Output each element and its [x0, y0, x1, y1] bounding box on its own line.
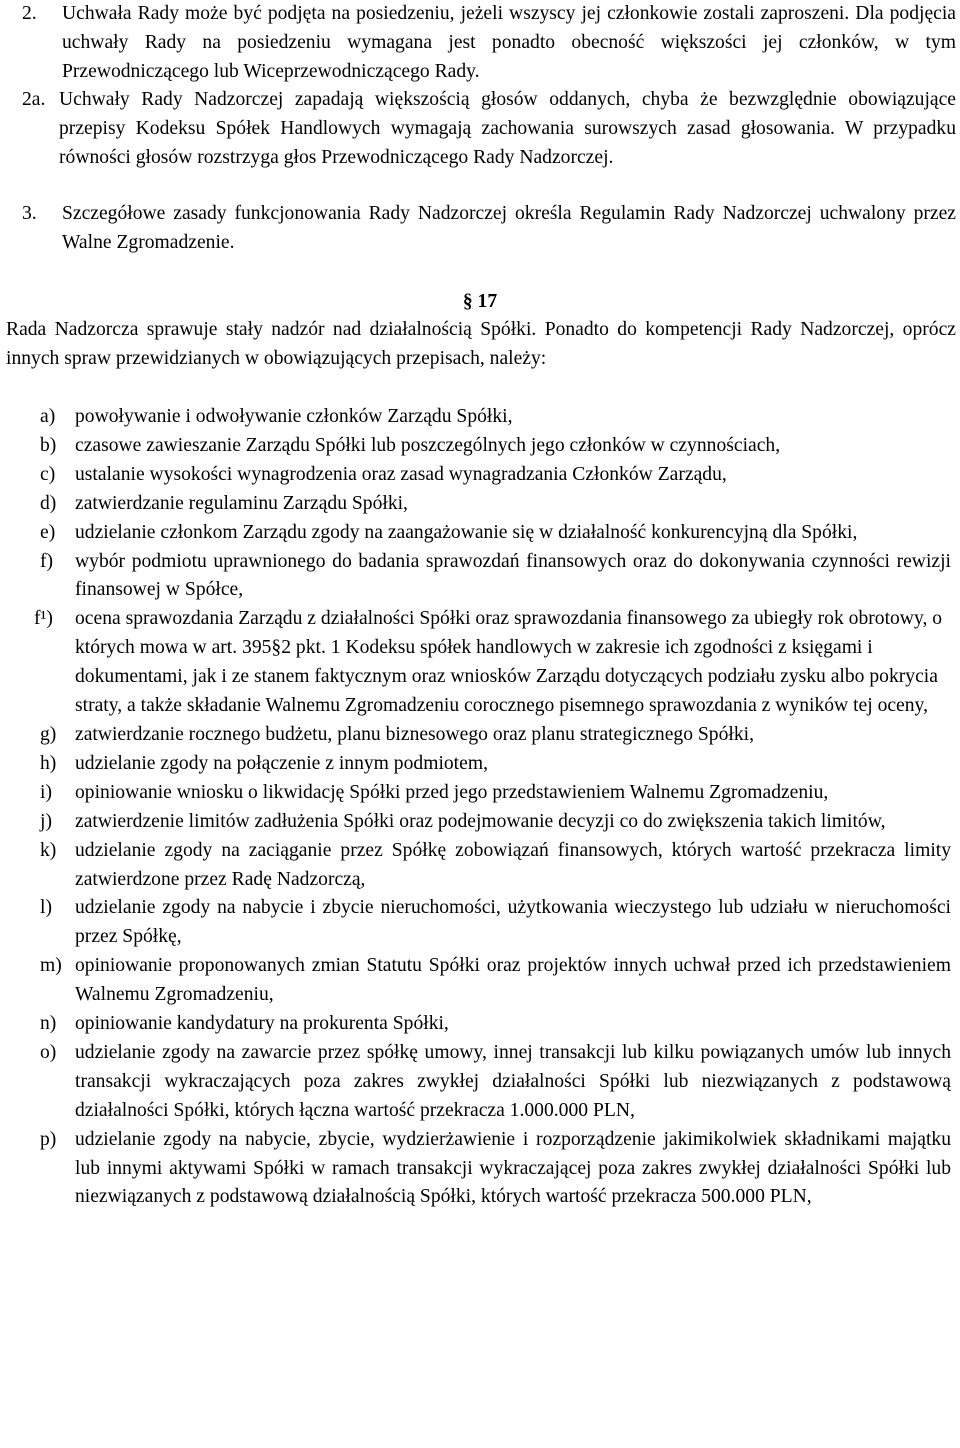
list-item-label: b) — [40, 434, 57, 456]
paragraph-2a — [22, 86, 956, 173]
list-item-label: i) — [40, 781, 52, 803]
list-item-text: opiniowanie kandydatury na prokurenta Spółki, — [75, 1013, 449, 1035]
list-item — [0, 837, 960, 895]
paragraph-2 — [22, 0, 956, 87]
paragraph-number: 2. — [22, 3, 37, 24]
list-item-text: udzielanie zgody na nabycie i zbycie nieruchomości, użytkowania wieczystego lub udziału w nieruchomości przez Spółkę, — [75, 897, 951, 948]
list-item — [0, 1039, 960, 1126]
list-item-text: udzielanie członkom Zarządu zgody na zaangażowanie się w działalność konkurencyjną dla Spółki, — [75, 521, 858, 543]
list-item-label: g) — [40, 723, 57, 745]
list-item — [0, 519, 960, 548]
list-item-text: opiniowanie proponowanych zmian Statutu Spółki oraz projektów innych uchwał przed ich przedstawieniem Walnemu Zgromadzeniu, — [75, 955, 951, 1006]
paragraph-number: 2a. — [22, 89, 46, 110]
list-item-text: opiniowanie wniosku o likwidację Spółki przed jego przedstawieniem Walnemu Zgromadzeniu, — [75, 781, 829, 803]
list-item-label: l) — [40, 897, 52, 919]
list-item-label: k) — [40, 839, 57, 861]
list-item-text: zatwierdzenie limitów zadłużenia Spółki oraz podejmowanie decyzji co do zwiększenia takich limitów, — [75, 810, 886, 832]
list-item-label: j) — [40, 810, 52, 832]
list-item — [0, 779, 960, 808]
list-item-text: wybór podmiotu uprawnionego do badania sprawozdań finansowych oraz do dokonywania czynności rewizji finansowej w Spółce, — [75, 550, 951, 601]
list-item — [0, 1126, 960, 1213]
list-item — [0, 548, 960, 606]
section-number: 17 — [477, 291, 498, 312]
list-item-text: udzielanie zgody na połączenie z innym podmiotem, — [75, 752, 488, 774]
list-item — [0, 721, 960, 750]
list-item — [0, 952, 960, 1010]
list-item-text: powoływanie i odwoływanie członków Zarządu Spółki, — [75, 406, 513, 427]
list-item-text: zatwierdzanie rocznego budżetu, planu biznesowego oraz planu strategicznego Spółki, — [75, 723, 754, 745]
list-item-label: m) — [40, 955, 62, 977]
paragraph-number: 3. — [22, 203, 37, 224]
list-item-text: udzielanie zgody na zaciąganie przez Spółkę zobowiązań finansowych, których wartość przekracza limity zatwierdzone przez Radę Nadzorczą, — [75, 839, 951, 890]
list-item — [0, 605, 960, 721]
list-item — [0, 490, 960, 519]
paragraph-3 — [22, 200, 956, 258]
section-intro: Rada Nadzorcza sprawuje stały nadzór nad działalnością Spółki. Ponadto do kompetencji Rady Nadzorczej, oprócz innych spraw przewidzianych w obowiązujących przepisach, należy: — [6, 319, 956, 369]
list-item-text: zatwierdzanie regulaminu Zarządu Spółki, — [75, 492, 408, 514]
list-item-text: czasowe zawieszanie Zarządu Spółki lub poszczególnych jego członków w czynnościach, — [75, 434, 781, 456]
list-item-label: p) — [40, 1128, 57, 1150]
list-item-label: a) — [40, 406, 56, 427]
list-item — [0, 1010, 960, 1039]
list-item-label: h) — [40, 752, 57, 774]
list-item — [0, 461, 960, 490]
list-item — [0, 750, 960, 779]
list-item — [0, 808, 960, 837]
paragraph-text: Uchwały Rady Nadzorczej zapadają większością głosów oddanych, chyba że bezwzględnie obowiązujące przepisy Kodeksu Spółek Handlowych wymagają zachowania surowszych zasad głosowania. W przypadku równości głosów rozstrzyga głos Przewodniczącego Rady Nadzorczej. — [59, 89, 956, 168]
list-item-label: e) — [40, 521, 56, 543]
list-item-label: d) — [40, 492, 57, 514]
list-item — [0, 432, 960, 461]
list-item-label: f) — [40, 550, 54, 572]
list-item — [0, 894, 960, 952]
list-item-label: o) — [40, 1041, 57, 1063]
list-item — [0, 403, 960, 432]
section-heading — [0, 288, 960, 317]
list-item-text: udzielanie zgody na nabycie, zbycie, wydzierżawienie i rozporządzenie jakimikolwiek składnikami majątku lub innymi aktywami Spółki w ramach transakcji wykraczającej poza zakres zwykłej działalności Spółki lub niezwiązanych z podstawową działalnością Spółki, których wartość przekracza 500.000 PLN, — [75, 1128, 951, 1208]
list-item-text: ustalanie wysokości wynagrodzenia oraz zasad wynagradzania Członków Zarządu, — [75, 463, 727, 485]
competence-list — [0, 403, 960, 1212]
paragraph-text: Szczegółowe zasady funkcjonowania Rady Nadzorczej określa Regulamin Rady Nadzorczej uchwalony przez Walne Zgromadzenie. — [62, 203, 956, 253]
paragraph-text: Uchwała Rady może być podjęta na posiedzeniu, jeżeli wszyscy jej członkowie zostali zaproszeni. Dla podjęcia uchwały Rady na posiedzeniu wymagana jest ponadto obecność większości jej członków, w tym Przewodniczącego lub Wiceprzewodniczącego Rady. — [62, 3, 956, 82]
section-symbol: § — [462, 291, 473, 312]
list-item-label: n) — [40, 1013, 57, 1035]
list-item-label: f¹) — [34, 608, 53, 630]
list-item-text: ocena sprawozdania Zarządu z działalności Spółki oraz sprawozdania finansowego za ubiegły rok obrotowy, o których mowa w art. 395§2 pkt. 1 Kodeksu spółek handlowych w zakresie ich zgodności z księgami i dokumentami, jak i ze stanem faktycznym oraz wniosków Zarządu dotyczących podziału zysku albo pokrycia straty, a także składanie Walnemu Zgromadzeniu corocznego pisemnego sprawozdania z wyników tej oceny, — [75, 608, 943, 717]
list-item-label: c) — [40, 463, 56, 485]
list-item-text: udzielanie zgody na zawarcie przez spółkę umowy, innej transakcji lub kilku powiązanych umów lub innych transakcji wykraczających poza zakres zwykłej działalności Spółki lub niezwiązanych z podstawową działalności Spółki, których łączna wartość przekracza 1.000.000 PLN, — [75, 1041, 951, 1121]
